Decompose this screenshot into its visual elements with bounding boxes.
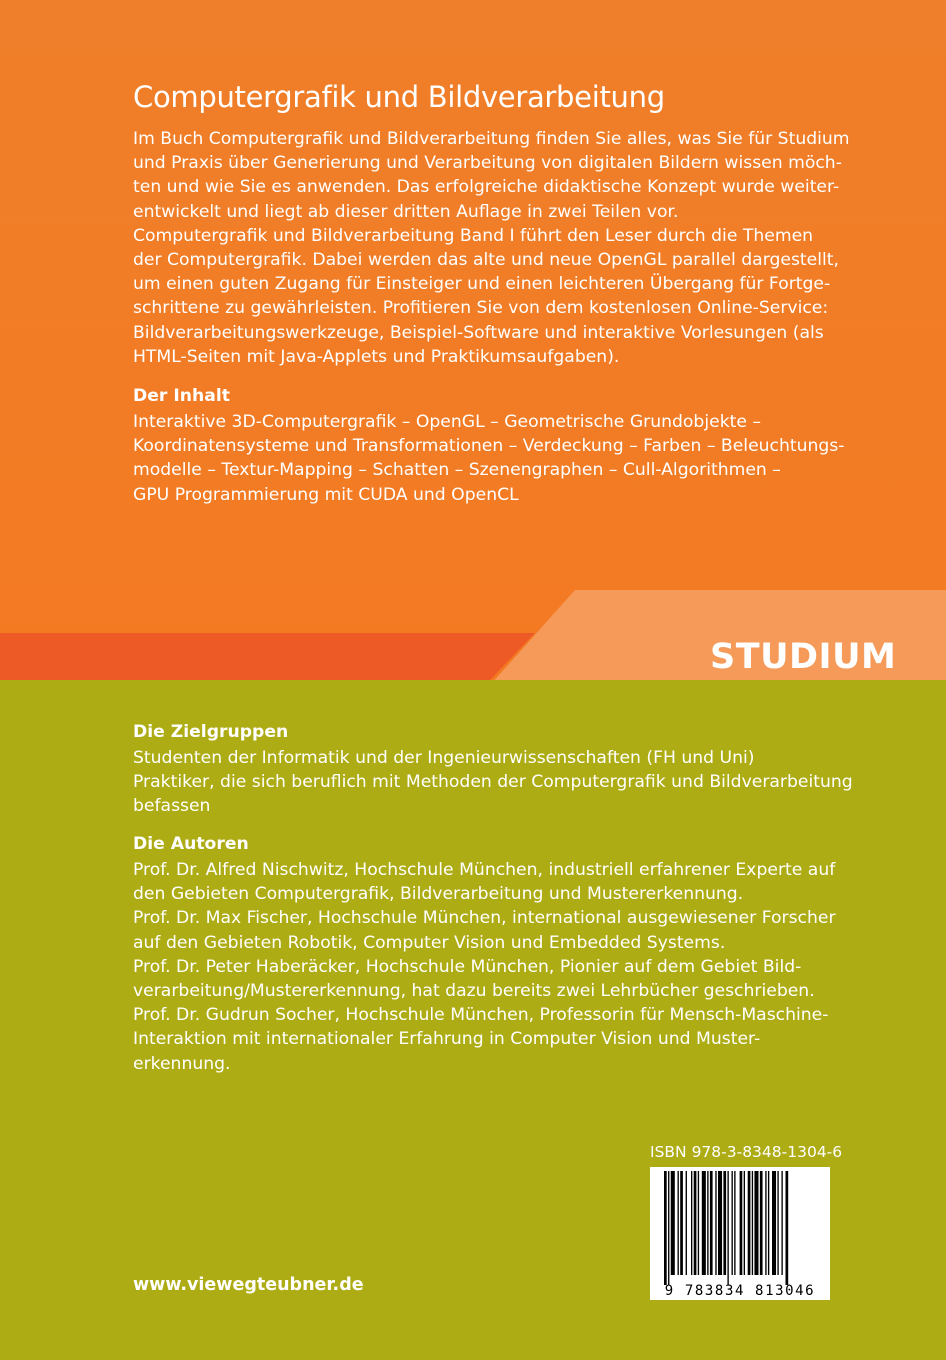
barcode-bar bbox=[786, 1171, 789, 1285]
barcode-bar bbox=[668, 1171, 669, 1285]
audience-heading: Die Zielgruppen bbox=[133, 722, 289, 742]
audience-text: Studenten der Informatik und der Ingenieurwissenschaften (FH und Uni) Praktiker, die sich beruflich mit Methoden der Computergrafik und Bildverarbeitung befassen bbox=[133, 748, 853, 817]
barcode-bar bbox=[781, 1171, 782, 1275]
authors-text: Prof. Dr. Alfred Nischwitz, Hochschule München, industriell erfahrener Experte auf den Gebieten Computergrafik, Bildverarbeitung und Mustererkennung. Prof. Dr. Max Fischer, Hochschule München, international ausgewiesener Forscher auf den Gebieten Robotik, Computer Vision und Embedded Systems. Prof. Dr. Peter Haberäcker, Hochschule München, Pionier auf dem Gebiet Bild- verarbeitung/Mustererkennung, hat dazu bereits zwei Lehrbücher geschrieben. Prof. Dr. Gudrun Socher, Hochschule München, Professorin für Mensch-Maschine- Interaktion mit internationaler Erfahrung in Computer Vision und Muster- erkennung. bbox=[133, 860, 836, 1074]
barcode bbox=[650, 1167, 830, 1300]
barcode-number: 9 783834 813046 bbox=[664, 1283, 816, 1299]
barcode-bar bbox=[727, 1171, 728, 1285]
barcode-bar bbox=[686, 1171, 687, 1275]
barcode-bar bbox=[678, 1171, 679, 1275]
barcode-bar bbox=[702, 1171, 706, 1275]
book-description: Im Buch Computergrafik und Bildverarbeitung finden Sie alles, was Sie für Studium und Praxis über Generierung und Verarbeitung von digitalen Bildern wissen möch- ten und wie Sie es anwenden. Das erfolgreiche didaktische Konzept wurde weiter- entwickelt und liegt ab dieser dritten Auflage in zwei Teilen vor. Computergrafik und Bildverarbeitung Band I führt den Leser durch die Themen der Computergrafik. Dabei werden das alte und neue OpenGL parallel dargestellt, um einen guten Zugang für Einsteiger und einen leichteren Übergang für Fortge- schrittene zu gewährleisten. Profitieren Sie von dem kostenlosen Online-Service: Bildverarbeitungswerkzeuge, Beispiel-Software und interaktive Vorlesungen (als HTML-Seiten mit Java-Applets und Praktikumsaufgaben). bbox=[133, 129, 850, 367]
barcode-bar bbox=[715, 1171, 716, 1275]
book-title: Computergrafik und Bildverarbeitung bbox=[133, 80, 665, 114]
barcode-bar bbox=[752, 1171, 753, 1275]
barcode-bar bbox=[694, 1171, 697, 1275]
barcode-bar bbox=[777, 1171, 778, 1275]
barcode-bar bbox=[732, 1171, 733, 1275]
barcode-bar bbox=[765, 1171, 766, 1275]
barcode-bar bbox=[768, 1171, 769, 1275]
barcode-bar bbox=[723, 1171, 726, 1275]
barcode-bars bbox=[650, 1171, 830, 1287]
publisher-website: www.viewegteubner.de bbox=[133, 1275, 364, 1295]
contents-text: Interaktive 3D-Computergrafik – OpenGL – Geometrische Grundobjekte – Koordinatensysteme und Transformationen – Verdeckung – Farben – Beleuchtungs- modelle – Textur-Mapping – Schatten – Szenengraphen – Cull-Algorithmen – GPU Programmierung mit CUDA und OpenCL bbox=[133, 412, 845, 505]
barcode-bar bbox=[740, 1171, 743, 1275]
isbn-label: ISBN 978-3-8348-1304-6 bbox=[650, 1143, 843, 1161]
contents-heading: Der Inhalt bbox=[133, 386, 230, 406]
barcode-bar bbox=[744, 1171, 745, 1275]
barcode-bar bbox=[691, 1171, 692, 1275]
barcode-bar bbox=[718, 1171, 722, 1275]
barcode-bar bbox=[772, 1171, 776, 1275]
barcode-bar bbox=[734, 1171, 735, 1275]
barcode-bar bbox=[710, 1171, 713, 1275]
authors-heading: Die Autoren bbox=[133, 834, 249, 854]
barcode-bar bbox=[760, 1171, 763, 1275]
barcode-bar bbox=[754, 1171, 758, 1275]
barcode-bar bbox=[671, 1171, 675, 1275]
series-label: STUDIUM bbox=[710, 637, 897, 677]
barcode-bar bbox=[698, 1171, 699, 1275]
barcode-bar bbox=[707, 1171, 708, 1275]
barcode-bar bbox=[748, 1171, 751, 1275]
barcode-bar bbox=[680, 1171, 683, 1275]
barcode-bar bbox=[664, 1171, 667, 1285]
